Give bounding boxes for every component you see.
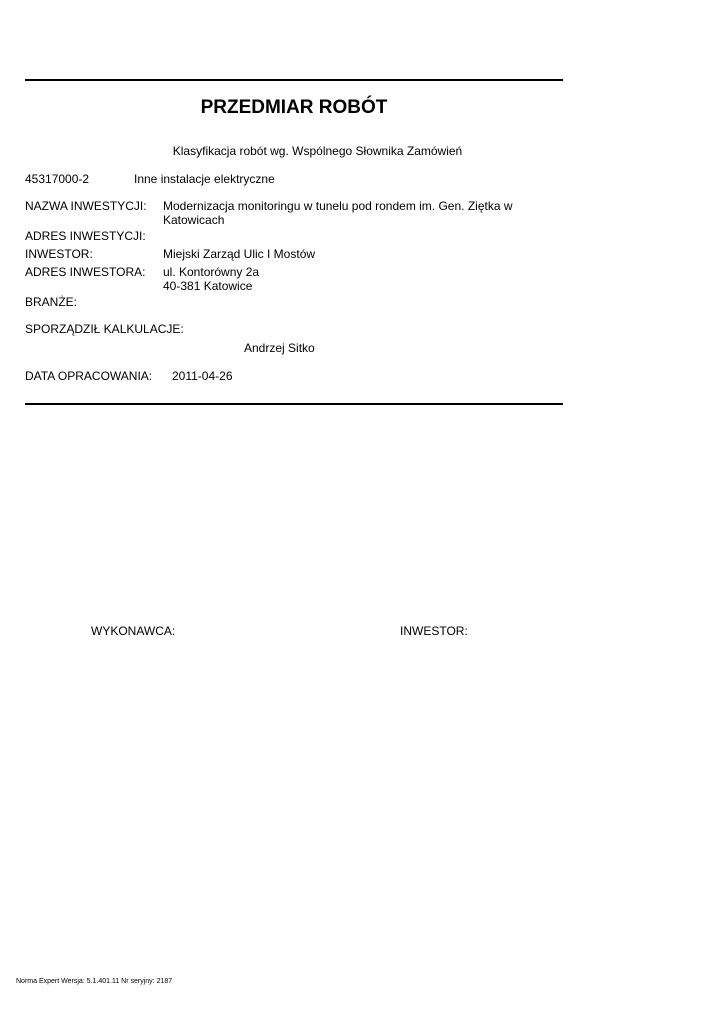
software-footer: Norma Expert Wersja: 5.1.401.11 Nr seryjny: 2187 bbox=[16, 978, 173, 985]
investor-value: Miejski Zarząd Ulic I Mostów bbox=[163, 247, 316, 261]
classification-heading: Klasyfikacja robót wg. Wspólnego Słownika Zamówień bbox=[172, 144, 463, 158]
page-title: PRZEDMIAR ROBÓT bbox=[200, 97, 388, 118]
contractor-signature-label: WYKONAWCA: bbox=[91, 624, 176, 638]
prepared-by-value: Andrzej Sitko bbox=[244, 341, 315, 355]
investor-address-line1: ul. Kontorówny 2a bbox=[163, 265, 260, 279]
prepared-by-label: SPORZĄDZIŁ KALKULACJE: bbox=[25, 322, 184, 336]
investor-address-label: ADRES INWESTORA: bbox=[25, 265, 146, 279]
investor-address-line2: 40-381 Katowice bbox=[163, 279, 253, 293]
investor-signature-label: INWESTOR: bbox=[400, 624, 468, 638]
date-value: 2011-04-26 bbox=[172, 369, 233, 383]
investor-label: INWESTOR: bbox=[25, 247, 93, 261]
investment-address-label: ADRES INWESTYCJI: bbox=[25, 229, 146, 243]
cpv-code: 45317000-2 bbox=[25, 172, 90, 186]
top-divider bbox=[25, 79, 563, 81]
industries-label: BRANŻE: bbox=[25, 295, 78, 309]
investment-name-line2: Katowicach bbox=[163, 213, 225, 227]
investment-name-label: NAZWA INWESTYCJI: bbox=[25, 199, 147, 213]
investment-name-line1: Modernizacja monitoringu w tunelu pod rondem im. Gen. Ziętka w bbox=[163, 199, 513, 213]
bottom-divider bbox=[25, 403, 563, 405]
cpv-description: Inne instalacje elektryczne bbox=[134, 172, 275, 186]
date-label: DATA OPRACOWANIA: bbox=[25, 369, 153, 383]
